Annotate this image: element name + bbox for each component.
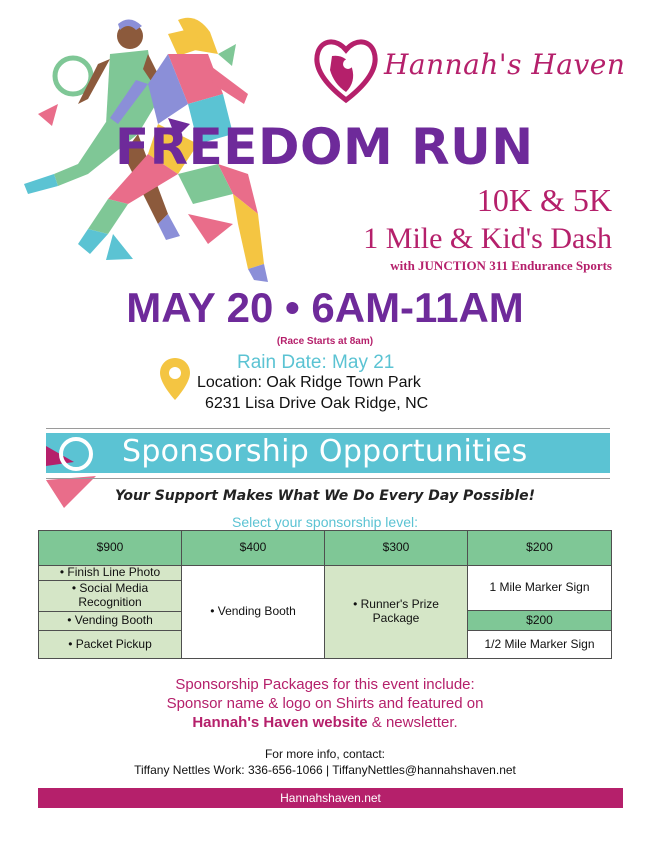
- tier-200-item: 1 Mile Marker Sign: [467, 565, 612, 611]
- tier-200-item-second: 1/2 Mile Marker Sign: [467, 630, 612, 659]
- race-start-note: (Race Starts at 8am): [276, 336, 374, 347]
- contact-heading: For more info, contact:: [264, 747, 386, 761]
- website-highlight[interactable]: Hannah's Haven website: [192, 714, 368, 731]
- sponsorship-heading: Sponsorship Opportunities: [122, 434, 528, 469]
- partner-line: with JUNCTION 311 Endurance Sports: [390, 258, 612, 273]
- packages-line-3: [0, 714, 650, 731]
- rain-date: Rain Date: May 21: [237, 352, 395, 373]
- select-prompt: Select your sponsorship level:: [232, 514, 418, 530]
- contact-details[interactable]: Tiffany Nettles Work: 336-656-1066 | TiffanyNettles@hannahshaven.net: [134, 763, 516, 777]
- location-pin-icon: [158, 356, 192, 402]
- tagline: Your Support Makes What We Do Every Day Possible!: [115, 488, 535, 504]
- footer-url[interactable]: Hannahshaven.net: [280, 791, 381, 805]
- tier-400-header[interactable]: $400: [181, 530, 325, 566]
- distance-sub: 1 Mile & Kid's Dash: [363, 222, 612, 255]
- distance-main: 10K & 5K: [476, 182, 612, 218]
- tier-300-item: • Runner's Prize Package: [324, 565, 468, 659]
- tier-900-item: • Packet Pickup: [38, 630, 182, 659]
- brand-name: Hannah's Haven: [384, 48, 626, 81]
- tier-900-item: • Social Media Recognition: [38, 580, 182, 612]
- tier-200-header-second[interactable]: $200: [467, 610, 612, 631]
- tier-900-header[interactable]: $900: [38, 530, 182, 566]
- tier-900-item: • Vending Booth: [38, 611, 182, 631]
- divider: [46, 478, 610, 479]
- divider: [46, 428, 610, 429]
- location-name: Location: Oak Ridge Town Park: [197, 374, 421, 391]
- event-title: FREEDOM RUN: [115, 118, 534, 176]
- tier-900-item: • Finish Line Photo: [38, 565, 182, 581]
- tier-300-header[interactable]: $300: [324, 530, 468, 566]
- event-date-time: MAY 20 • 6AM-11AM: [126, 284, 524, 331]
- packages-line-3-rest: & newsletter.: [367, 714, 458, 731]
- packages-line-2: Sponsor name & logo on Shirts and featured on: [166, 695, 484, 712]
- packages-line-1: Sponsorship Packages for this event include:: [175, 676, 475, 693]
- sponsorship-table: [38, 530, 612, 660]
- tier-200-header[interactable]: $200: [467, 530, 612, 566]
- tier-400-item: • Vending Booth: [181, 565, 325, 659]
- location-address: 6231 Lisa Drive Oak Ridge, NC: [205, 395, 429, 412]
